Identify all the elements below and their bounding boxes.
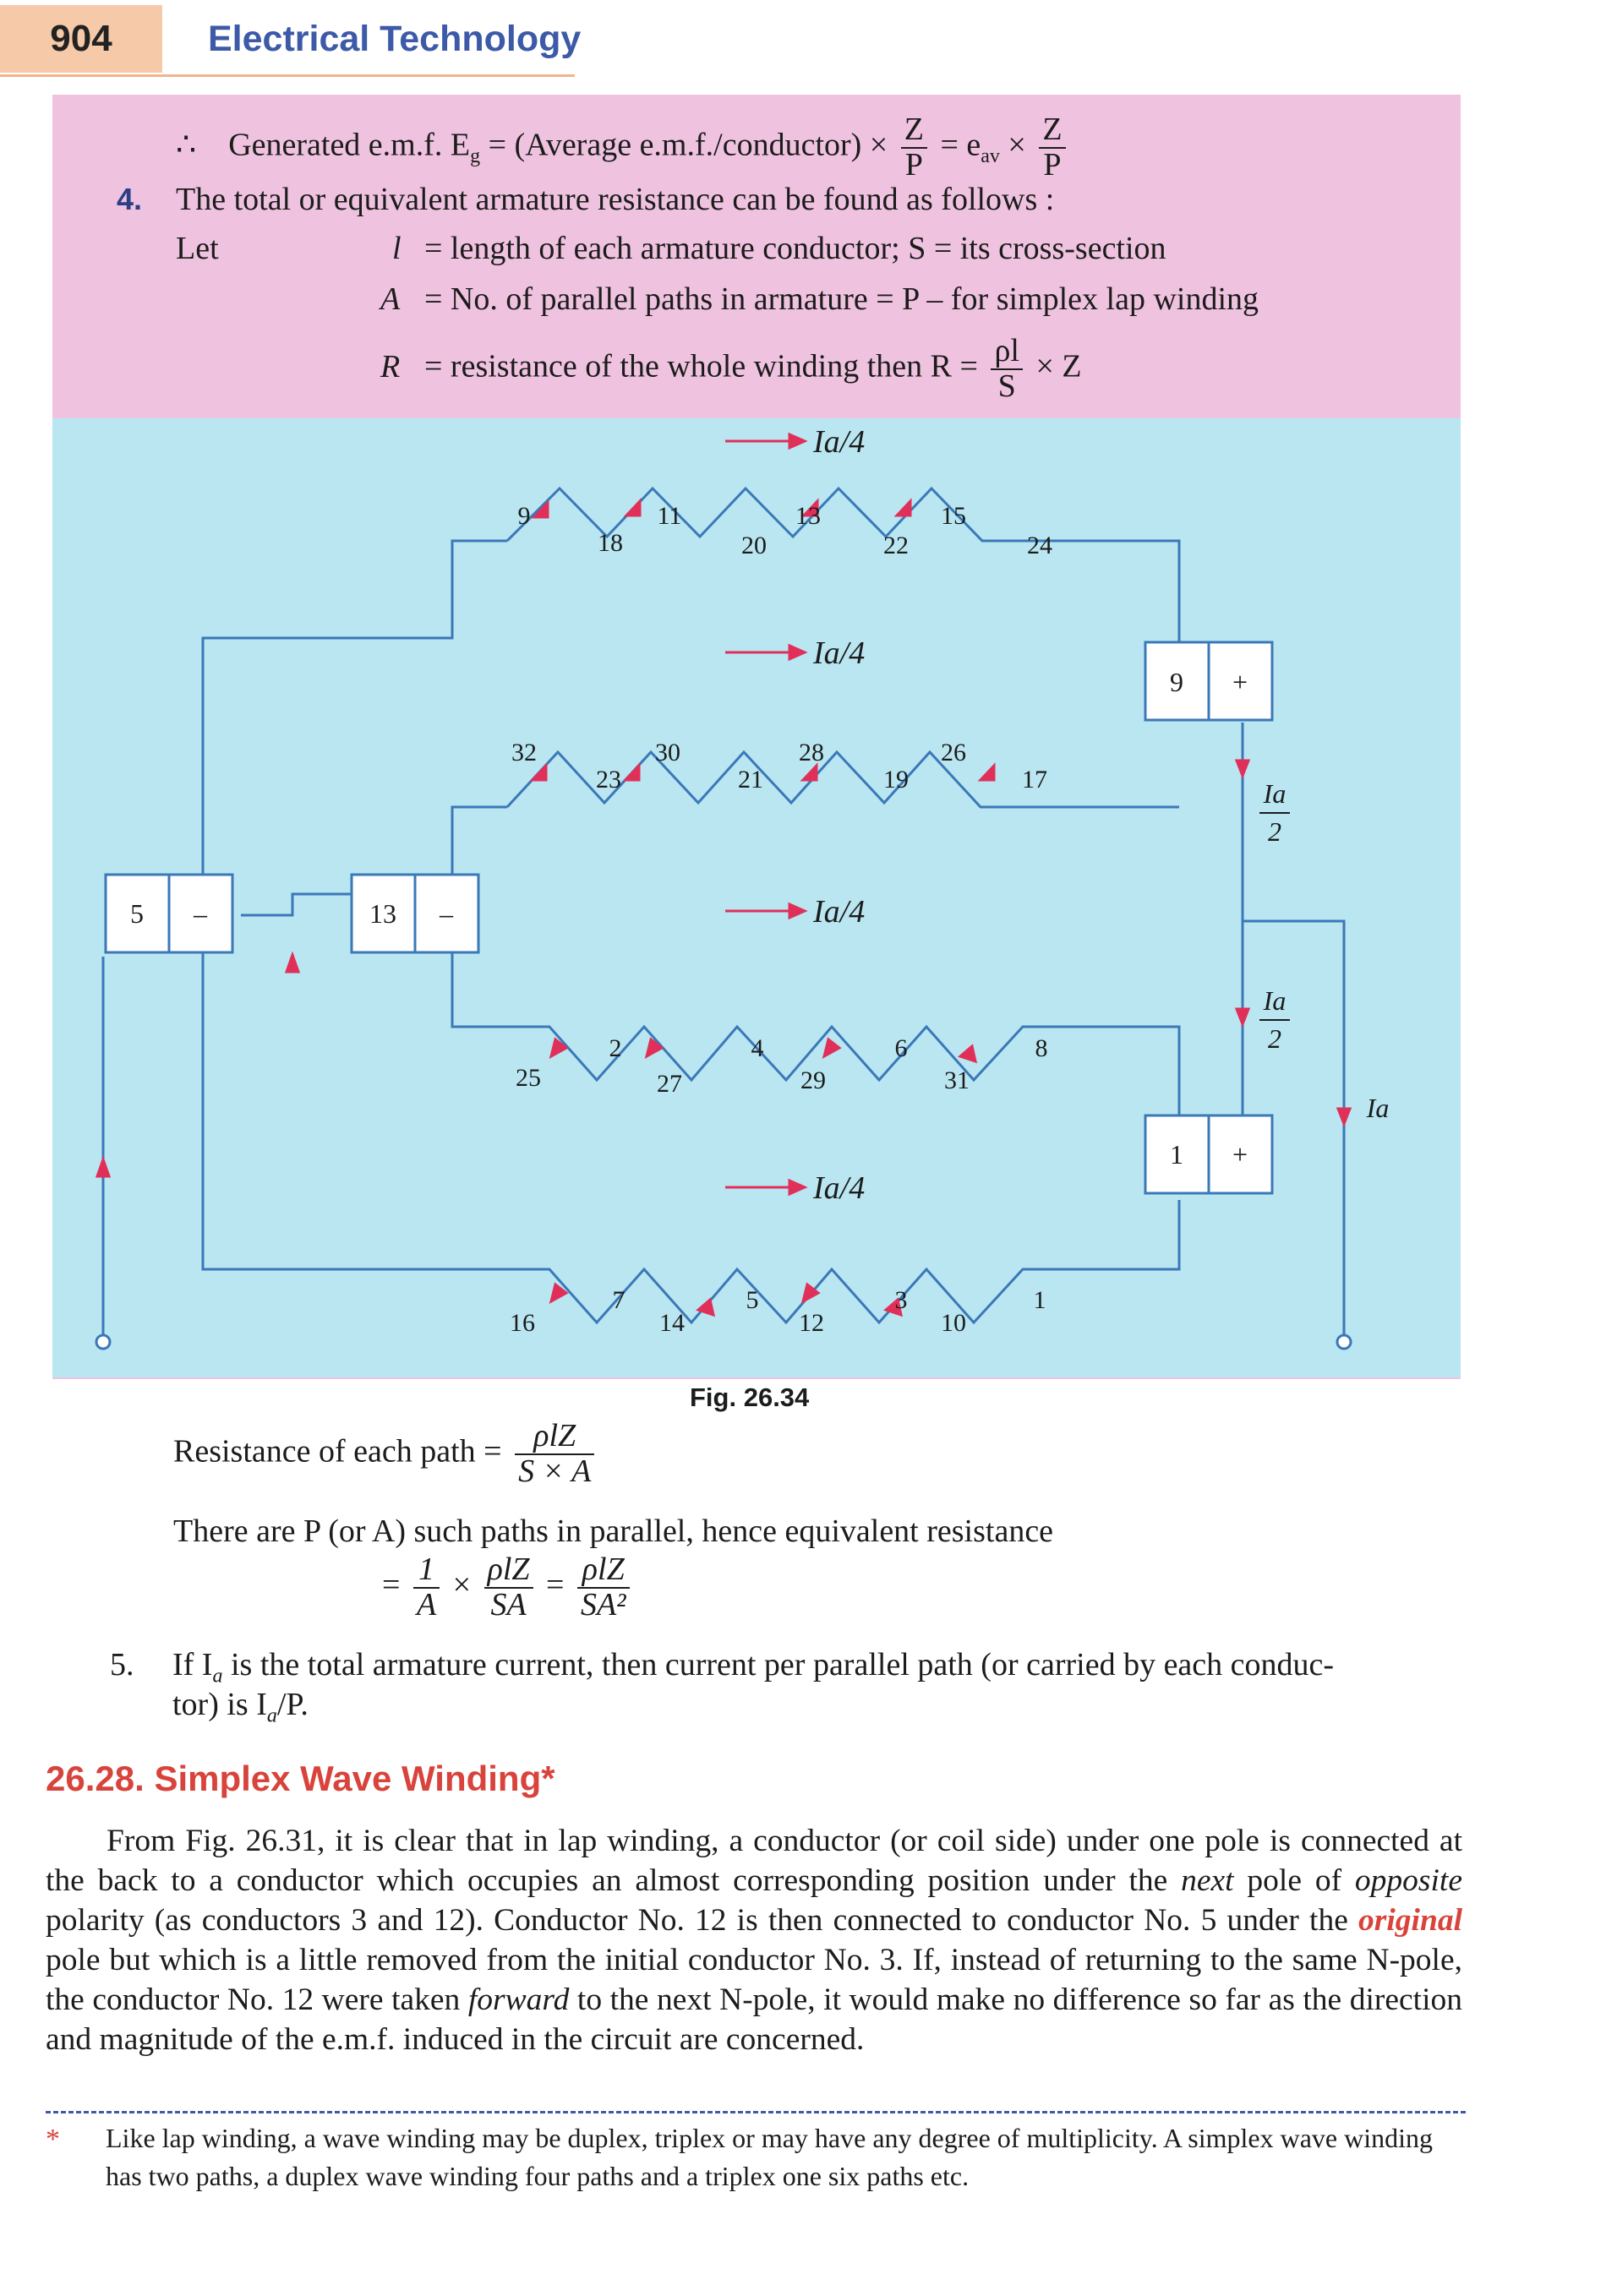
body-emph-original: original: [1358, 1903, 1463, 1938]
page-number: 904: [0, 5, 162, 73]
rholz-over-sa2-fraction: [577, 1553, 630, 1622]
terminal-left: [96, 1335, 110, 1349]
cond-r4t-2: 3: [894, 1286, 908, 1314]
resistance-per-path: [173, 1420, 599, 1489]
body-emph-next: next: [1181, 1863, 1234, 1898]
one-over-a-fraction: [413, 1553, 440, 1622]
equals-sign-2: =: [546, 1567, 565, 1603]
cond-r2t-2: 28: [799, 739, 824, 766]
subscript-a-2: a: [266, 1704, 277, 1727]
fraction-denominator: P: [1043, 146, 1062, 183]
eav-subscript: av: [981, 145, 1000, 168]
cond-r4t-3: 1: [1033, 1286, 1046, 1314]
item-5-number: 5.: [110, 1647, 134, 1682]
cond-r3t-3: 8: [1035, 1034, 1048, 1062]
fraction-denominator: SA²: [580, 1586, 626, 1622]
brush-1-sign: +: [1232, 1139, 1248, 1170]
fraction-numerator: ρlZ: [484, 1553, 533, 1589]
half-current-bot-num: Ia: [1263, 985, 1286, 1016]
cond-r3b-1: 27: [657, 1070, 682, 1098]
cond-r4b-3: 10: [941, 1309, 966, 1337]
emf-subscript: g: [470, 145, 481, 168]
item-5-line1-start: If I: [172, 1647, 213, 1682]
rholz-over-sa-fraction: [484, 1553, 533, 1622]
subscript-a: a: [212, 1665, 223, 1688]
cond-r2t-1: 30: [655, 739, 680, 766]
cond-r2t-0: 32: [511, 739, 537, 766]
item-5-line2-rest: /P.: [276, 1687, 309, 1722]
current-label-4: Ia/4: [813, 1170, 866, 1206]
cond-r4b-2: 12: [799, 1309, 824, 1337]
footnote-star: *: [46, 2124, 60, 2155]
cond-r1t-2: 13: [795, 502, 821, 530]
times-symbol: ×: [452, 1567, 472, 1603]
let-label: Let: [176, 231, 219, 266]
item-5-line1-rest: is the total armature current, then current per parallel path (or carried by each conduc-: [230, 1647, 1335, 1682]
body-text-4: pole but which is a little removed from the initial conductor No. 3. If, instead of returning to the same N-pole, the conductor No. 12 were taken: [46, 1943, 1462, 2017]
half-current-top-num: Ia: [1263, 778, 1286, 809]
cond-r3t-1: 4: [751, 1034, 764, 1062]
brush-9-sign: +: [1232, 667, 1248, 697]
resistance-path-label: Resistance of each path =: [173, 1433, 502, 1470]
fraction-numerator: ρl: [991, 335, 1023, 370]
cond-r4b-0: 16: [510, 1309, 535, 1337]
current-label-1: Ia/4: [813, 424, 866, 460]
cond-r3t-0: 2: [609, 1034, 622, 1062]
brush-9-number: 9: [1170, 667, 1183, 697]
item-5-line-1: [172, 1646, 1334, 1688]
fraction-numerator: ρlZ: [577, 1553, 630, 1589]
wave-row-4: [203, 917, 1179, 1323]
half-current-bot-den: 2: [1268, 1023, 1281, 1054]
brush-13-sign: –: [440, 898, 453, 929]
equivalent-resistance-eq: [382, 1553, 635, 1622]
fraction-denominator: S × A: [518, 1453, 592, 1489]
half-current-top-den: 2: [1268, 816, 1281, 847]
cond-r4t-1: 5: [746, 1286, 759, 1314]
footnote-rule: [46, 2111, 1466, 2113]
times-symbol: ×: [1008, 127, 1026, 163]
r-symbol: R: [380, 349, 401, 384]
a-symbol: A: [380, 281, 401, 317]
fraction-numerator: Z: [901, 113, 927, 149]
brush-13-number: 13: [369, 898, 396, 929]
cond-r3b-2: 29: [800, 1066, 826, 1094]
item-4-number: 4.: [117, 182, 143, 216]
cond-r4b-1: 14: [659, 1309, 685, 1337]
cond-r2b-3: 17: [1022, 766, 1047, 794]
terminal-right: [1337, 1335, 1351, 1349]
cond-r2b-1: 21: [738, 766, 763, 794]
equals-sign: =: [382, 1567, 401, 1603]
cond-r3t-2: 6: [894, 1034, 908, 1062]
cond-r2b-2: 19: [883, 766, 909, 794]
wire-row1-left: [203, 541, 507, 875]
body-text-3: polarity (as conductors 3 and 12). Conductor No. 12 is then connected to conductor No. 5 under the: [46, 1903, 1348, 1938]
r-definition-text: = resistance of the whole winding then R =: [424, 348, 978, 384]
item-5-line-2: [172, 1686, 309, 1728]
footnote-text: Like lap winding, a wave winding may be duplex, triplex or may have any degree of multiplicity. A simplex wave winding has two paths, a duplex wave winding four paths and a triplex one six paths etc.: [106, 2123, 1433, 2191]
section-heading: 26.28. Simplex Wave Winding*: [46, 1759, 555, 1798]
current-label-2: Ia/4: [813, 635, 866, 671]
item-4-text: The total or equivalent armature resistance can be found as follows :: [176, 182, 1055, 217]
fraction-denominator: A: [416, 1586, 437, 1622]
brush-5-number: 5: [130, 898, 144, 929]
body-paragraph: [46, 1821, 1462, 2059]
fraction-numerator: Z: [1039, 113, 1065, 149]
book-title: Electrical Technology: [208, 19, 582, 59]
fraction-denominator: P: [904, 146, 923, 183]
body-text-5: to the next N-pole, it would make no difference so far as the direction and magnitude of the e.m.f. induced in the circuit are concerned.: [46, 1982, 1463, 2057]
cond-r2t-3: 26: [941, 739, 966, 766]
arrow-left-lead: [97, 1159, 109, 1176]
arrow-rail-2: [1237, 1009, 1248, 1024]
parallel-paths-text: There are P (or A) such paths in parallel, hence equivalent resistance: [173, 1513, 1054, 1549]
body-text-1: From Fig. 26.31, it is clear that in lap winding, a conductor (or coil side) under one pole is connected at the back to a conductor which occupies an almost corresponding position under the: [46, 1824, 1462, 1898]
cond-r1b-2: 22: [883, 532, 909, 559]
a-definition: = No. of parallel paths in armature = P – for simplex lap winding: [424, 281, 1259, 317]
figure-caption: Fig. 26.34: [690, 1383, 810, 1412]
item-5-line2-start: tor) is I: [172, 1687, 267, 1722]
cond-r4t-0: 7: [612, 1286, 625, 1314]
cond-r1t-1: 11: [657, 502, 682, 530]
arrow-b5-up: [287, 955, 298, 972]
fraction-denominator: SA: [490, 1586, 527, 1622]
fraction-numerator: 1: [413, 1553, 440, 1589]
cond-r1t-0: 9: [517, 502, 531, 530]
wire-b5-b13: [241, 894, 352, 915]
path-resistance-fraction: [515, 1420, 594, 1489]
times-z: × Z: [1035, 348, 1082, 384]
cond-r3b-0: 25: [516, 1064, 541, 1092]
arrow-rail-3: [1338, 1109, 1350, 1124]
wire-row2-left: [452, 807, 507, 875]
body-emph-forward: forward: [467, 1982, 570, 2017]
arrow-rail-1: [1237, 761, 1248, 776]
total-current-label: Ia: [1366, 1093, 1390, 1123]
emf-label: Generated e.m.f. E: [228, 127, 471, 163]
cond-r3b-3: 31: [944, 1066, 970, 1094]
wire-brush9-rail: [1243, 723, 1344, 1335]
current-label-3: Ia/4: [813, 894, 866, 930]
body-text-2: pole of: [1247, 1863, 1342, 1898]
fraction-numerator: ρlZ: [515, 1420, 594, 1455]
therefore-symbol: ∴: [176, 127, 197, 163]
l-definition: = length of each armature conductor; S = its cross-section: [424, 231, 1166, 266]
cond-r1t-3: 15: [941, 502, 966, 530]
brush-1-number: 1: [1170, 1139, 1183, 1170]
cond-r1b-1: 20: [741, 532, 767, 559]
emf-eav: = e: [940, 127, 981, 163]
emf-average-text: = (Average e.m.f./conductor) ×: [488, 127, 888, 163]
cond-r1b-3: 24: [1027, 532, 1052, 559]
cond-r2b-0: 23: [596, 766, 621, 794]
body-emph-opposite: opposite: [1354, 1863, 1462, 1898]
brush-5-sign: –: [194, 898, 207, 929]
cond-r1b-0: 18: [598, 529, 623, 557]
l-symbol: l: [392, 231, 402, 266]
fraction-denominator: S: [997, 368, 1016, 404]
